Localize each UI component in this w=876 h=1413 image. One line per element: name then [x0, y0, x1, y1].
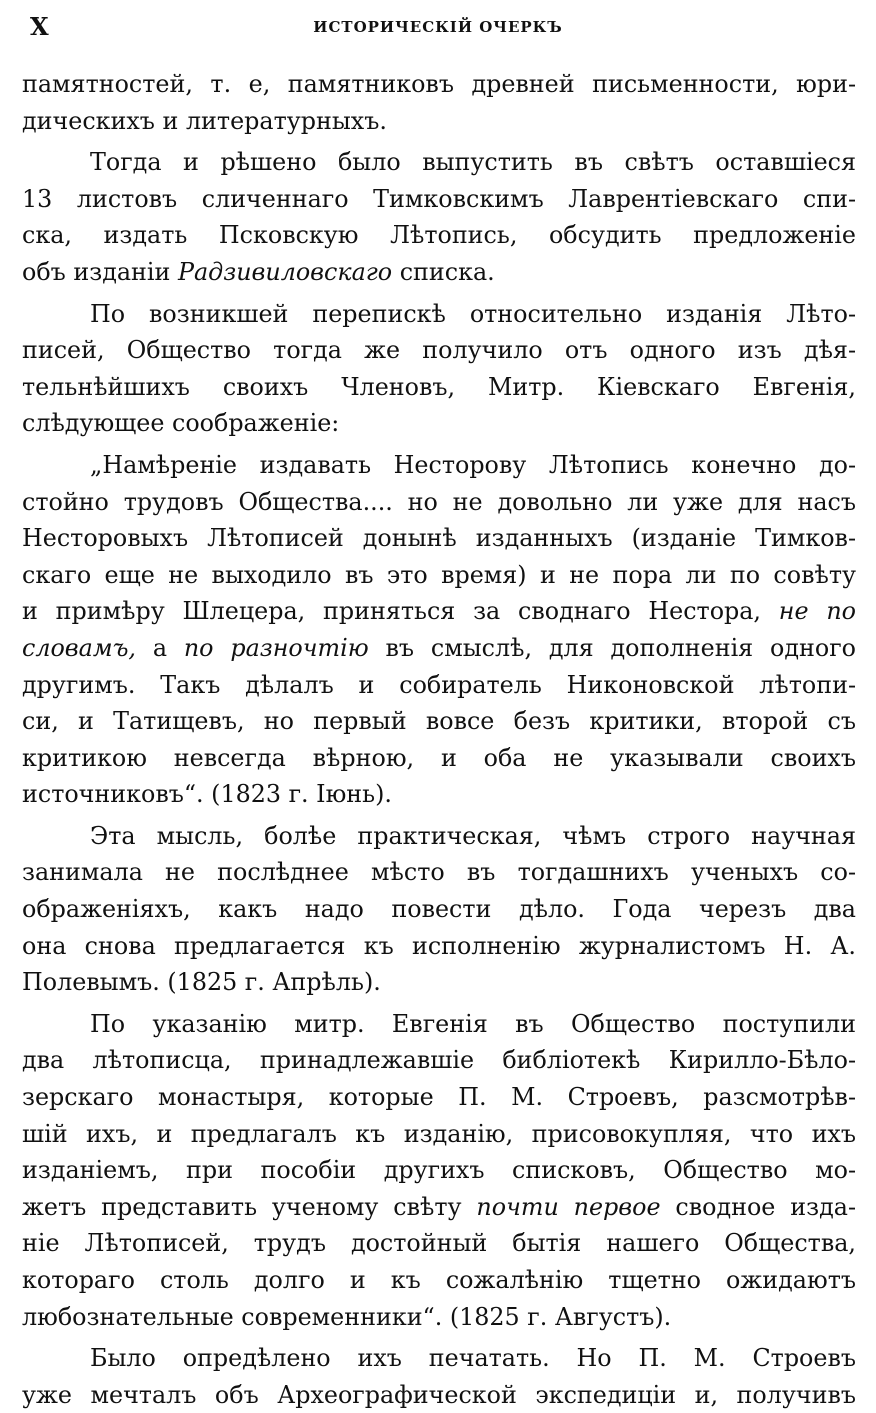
text-line: ска, издать Псковскую Лѣтопись, обсудить предложеніе — [22, 221, 856, 250]
text-line: дическихъ и литературныхъ. — [22, 106, 387, 135]
paragraph — [22, 1340, 856, 1413]
text-line: зерскаго монастыря, которые П. М. Строевъ, разсмотрѣв- — [22, 1083, 856, 1112]
italic-emphasis: почти первое — [476, 1192, 661, 1221]
text-run: списка. — [392, 257, 495, 286]
text-line — [22, 630, 856, 667]
text-line: 13 листовъ сличеннаго Тимковскимъ Лаврентіевскаго спи- — [22, 184, 856, 213]
page-header — [0, 0, 876, 50]
text-line: скаго еще не выходило въ это время) и не пора ли по совѣту — [22, 560, 856, 589]
italic-emphasis: Радзивиловскаго — [177, 257, 393, 286]
text-line: ображеніяхъ, какъ надо повести дѣло. Года черезъ два — [22, 895, 856, 924]
text-line: По указанію митр. Евгенія въ Общество поступили — [90, 1009, 856, 1038]
text-line: любознательные современники“. (1825 г. Августъ). — [22, 1302, 672, 1331]
text-line: критикою невсегда вѣрною, и оба не указывали своихъ — [22, 743, 856, 772]
paragraph — [22, 1006, 856, 1335]
text-line: „Намѣреніе издавать Несторову Лѣтопись конечно до- — [90, 450, 856, 479]
running-title: ИСТОРИЧЕСКІЙ ОЧЕРКЪ — [313, 18, 563, 36]
text-line — [22, 1189, 856, 1226]
text-line — [22, 593, 856, 630]
text-line: уже мечталъ объ Археографической экспедиціи и, получивъ — [22, 1380, 856, 1409]
text-run: и примѣру Шлецера, приняться за своднаго Нестора, — [22, 597, 779, 626]
text-run: въ смыслѣ, для дополненія одного — [368, 633, 856, 662]
text-line: Было опредѣлено ихъ печатать. Но П. М. Строевъ — [90, 1344, 856, 1373]
text-run: сводное изда- — [660, 1192, 856, 1221]
paragraph — [22, 144, 856, 290]
text-line: стойно трудовъ Общества.... но не довольно ли уже для насъ — [22, 487, 856, 516]
italic-emphasis: не по — [778, 597, 856, 626]
paragraph-quotation — [22, 447, 856, 813]
text-line: котораго столь долго и къ сожалѣнію тщетно ожидаютъ — [22, 1266, 856, 1294]
text-line: источниковъ“. (1823 г. Іюнь). — [22, 780, 392, 809]
text-line: По возникшей перепискѣ относительно изданія Лѣто- — [90, 299, 856, 328]
text-line: она снова предлагается къ исполненію журналистомъ Н. А. — [22, 931, 856, 960]
text-run: а — [136, 633, 184, 662]
body-text — [22, 66, 856, 1413]
text-line: тельнѣйшихъ своихъ Членовъ, Митр. Кіевскаго Евгенія, — [22, 372, 856, 401]
text-line: Тогда и рѣшено было выпустить въ свѣтъ оставшіеся — [90, 148, 856, 177]
text-line: ніе Лѣтописей, трудъ достойный бытія нашего Общества, — [22, 1229, 856, 1258]
text-line: Полевымъ. (1825 г. Апрѣль). — [22, 968, 381, 997]
paragraph — [22, 818, 856, 1001]
page-number: X — [30, 12, 49, 41]
text-line: Несторовыхъ Лѣтописей донынѣ изданныхъ (изданіе Тимков- — [22, 524, 856, 553]
text-line: си, и Татищевъ, но первый вовсе безъ критики, второй съ — [22, 707, 856, 736]
text-line: два лѣтописца, принадлежавшіе библіотекѣ Кирилло-Бѣло- — [22, 1046, 856, 1075]
italic-emphasis: по разночтію — [183, 633, 369, 662]
text-line: слѣдующее соображеніе: — [22, 409, 340, 438]
paragraph — [22, 296, 856, 442]
text-line: памятностей, т. е, памятниковъ древней письменности, юри- — [22, 70, 856, 98]
text-line: другимъ. Такъ дѣлалъ и собиратель Никоновской лѣтопи- — [22, 670, 856, 699]
text-line: изданіемъ, при пособіи другихъ списковъ, Общество мо- — [22, 1156, 856, 1185]
text-run: объ изданіи — [22, 257, 178, 286]
text-run: жетъ представить ученому свѣту — [22, 1192, 477, 1221]
text-line: писей, Общество тогда же получило отъ одного изъ дѣя- — [22, 336, 856, 365]
text-line — [22, 254, 856, 291]
italic-emphasis: словамъ, — [22, 633, 136, 662]
text-line: Эта мысль, болѣе практическая, чѣмъ строго научная — [90, 821, 856, 850]
text-line: занимала не послѣднее мѣсто въ тогдашнихъ ученыхъ со- — [22, 858, 856, 887]
paragraph — [22, 66, 856, 139]
text-line: шій ихъ, и предлагалъ къ изданію, присовокупляя, что ихъ — [22, 1119, 856, 1148]
